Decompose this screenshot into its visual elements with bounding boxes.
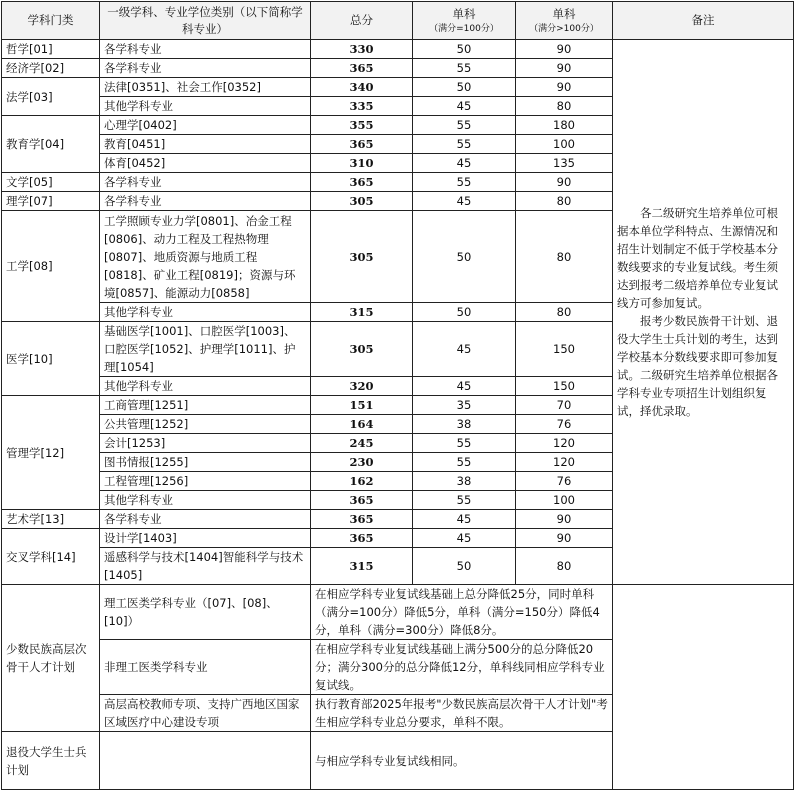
total-cell: 310 [311, 154, 413, 173]
single-100-cell: 55 [413, 135, 516, 154]
remarks-paragraph-2: 报考少数民族骨干计划、退役大学生士兵计划的考生，达到学校基本分数线要求即可参加复试。二级研究生培养单位根据各学科专业专项招生计划组织复试，择优录取。 [617, 314, 778, 418]
category-cell: 教育[0451] [100, 135, 311, 154]
discipline-cell: 交叉学科[14] [2, 529, 100, 585]
category-cell: 设计学[1403] [100, 529, 311, 548]
total-cell: 315 [311, 548, 413, 585]
total-cell: 365 [311, 510, 413, 529]
category-cell: 体育[0452] [100, 154, 311, 173]
minority-rule-stem: 在相应学科专业复试线基础上总分降低25分，同时单科（满分=100分）降低5分，单科（满分=150分）降低4分，单科（满分=300分）降低8分。 [311, 585, 613, 640]
single-100-cell: 45 [413, 192, 516, 211]
single-over-100-cell: 90 [516, 78, 613, 97]
minority-row [2, 585, 794, 640]
single-over-100-cell: 80 [516, 303, 613, 322]
discipline-cell: 艺术学[13] [2, 510, 100, 529]
total-cell: 305 [311, 211, 413, 303]
category-cell: 工程管理[1256] [100, 472, 311, 491]
single-over-100-cell: 80 [516, 97, 613, 116]
single-100-cell: 50 [413, 211, 516, 303]
minority-category-non-stem: 非理工医类学科专业 [100, 640, 311, 695]
remarks-paragraph-1: 各二级研究生培养单位可根据本单位学科特点、生源情况和招生计划制定不低于学校基本分数线要求的专业复试线。考生须达到报考二级培养单位专业复试线方可参加复试。 [617, 206, 778, 310]
single-over-100-cell: 80 [516, 192, 613, 211]
category-cell: 其他学科专业 [100, 97, 311, 116]
single-over-100-cell: 76 [516, 415, 613, 434]
category-cell: 法律[0351]、社会工作[0352] [100, 78, 311, 97]
discipline-cell: 哲学[01] [2, 40, 100, 59]
single-over-100-cell: 70 [516, 396, 613, 415]
single-100-cell: 45 [413, 322, 516, 377]
header-single-over-100 [516, 2, 613, 40]
single-over-100-cell: 90 [516, 59, 613, 78]
minority-plan-label: 少数民族高层次骨干人才计划 [2, 585, 100, 732]
minority-rule-non-stem: 在相应学科专业复试线基础上满分500分的总分降低20分；满分300分的总分降低12分，单科线同相应学科专业复试线。 [311, 640, 613, 695]
single-over-100-cell: 90 [516, 510, 613, 529]
total-cell: 365 [311, 491, 413, 510]
single-100-cell: 38 [413, 472, 516, 491]
header-single-100-label: 单科 [452, 6, 476, 21]
category-cell: 心理学[0402] [100, 116, 311, 135]
single-over-100-cell: 90 [516, 173, 613, 192]
total-cell: 365 [311, 135, 413, 154]
single-over-100-cell: 120 [516, 434, 613, 453]
table-row [2, 40, 794, 59]
header-single-100 [413, 2, 516, 40]
single-100-cell: 38 [413, 415, 516, 434]
total-cell: 365 [311, 529, 413, 548]
total-cell: 340 [311, 78, 413, 97]
category-cell: 其他学科专业 [100, 303, 311, 322]
category-cell: 图书情报[1255] [100, 453, 311, 472]
minority-category-stem: 理工医类学科专业（[07]、[08]、[10]） [100, 585, 311, 640]
header-single-over-100-label: 单科 [552, 6, 576, 21]
veteran-rule: 与相应学科专业复试线相同。 [311, 732, 613, 790]
single-over-100-cell: 150 [516, 322, 613, 377]
category-cell: 工商管理[1251] [100, 396, 311, 415]
total-cell: 335 [311, 97, 413, 116]
header-single-100-sub: （满分=100分） [429, 23, 499, 34]
category-cell: 各学科专业 [100, 173, 311, 192]
score-table [1, 1, 794, 790]
discipline-cell: 工学[08] [2, 211, 100, 322]
single-100-cell: 55 [413, 173, 516, 192]
discipline-cell: 理学[07] [2, 192, 100, 211]
discipline-cell: 经济学[02] [2, 59, 100, 78]
single-over-100-cell: 90 [516, 40, 613, 59]
single-100-cell: 45 [413, 377, 516, 396]
total-cell: 151 [311, 396, 413, 415]
single-100-cell: 45 [413, 97, 516, 116]
single-100-cell: 50 [413, 40, 516, 59]
category-cell: 遥感科学与技术[1404]智能科学与技术[1405] [100, 548, 311, 585]
category-cell: 公共管理[1252] [100, 415, 311, 434]
minority-category-special: 高层高校教师专项、支持广西地区国家区域医疗中心建设专项 [100, 695, 311, 732]
header-single-over-100-sub: （满分>100分） [529, 23, 599, 34]
minority-rule-special: 执行教育部2025年报考"少数民族高层次骨干人才计划"考生相应学科专业总分要求，单科不限。 [311, 695, 613, 732]
header-remarks: 备注 [613, 2, 794, 40]
single-100-cell: 55 [413, 453, 516, 472]
single-over-100-cell: 100 [516, 135, 613, 154]
single-100-cell: 45 [413, 154, 516, 173]
single-over-100-cell: 150 [516, 377, 613, 396]
single-100-cell: 55 [413, 59, 516, 78]
header-discipline: 学科门类 [2, 2, 100, 40]
category-cell: 各学科专业 [100, 192, 311, 211]
header-total: 总分 [311, 2, 413, 40]
discipline-cell: 文学[05] [2, 173, 100, 192]
single-over-100-cell: 80 [516, 548, 613, 585]
header-category: 一级学科、专业学位类别（以下简称学科专业） [100, 2, 311, 40]
single-100-cell: 55 [413, 116, 516, 135]
total-cell: 230 [311, 453, 413, 472]
total-cell: 305 [311, 322, 413, 377]
single-100-cell: 45 [413, 510, 516, 529]
category-cell: 基础医学[1001]、口腔医学[1003]、口腔医学[1052]、护理学[1011]、护理[1054] [100, 322, 311, 377]
single-over-100-cell: 80 [516, 211, 613, 303]
single-over-100-cell: 76 [516, 472, 613, 491]
single-over-100-cell: 120 [516, 453, 613, 472]
single-100-cell: 55 [413, 434, 516, 453]
total-cell: 162 [311, 472, 413, 491]
category-cell: 各学科专业 [100, 59, 311, 78]
total-cell: 245 [311, 434, 413, 453]
category-cell: 各学科专业 [100, 40, 311, 59]
category-cell: 其他学科专业 [100, 491, 311, 510]
total-cell: 315 [311, 303, 413, 322]
remarks-cell [613, 40, 794, 585]
category-cell: 会计[1253] [100, 434, 311, 453]
single-100-cell: 55 [413, 491, 516, 510]
single-100-cell: 35 [413, 396, 516, 415]
discipline-cell: 法学[03] [2, 78, 100, 116]
veteran-plan-label: 退役大学生士兵计划 [2, 732, 100, 790]
single-over-100-cell: 90 [516, 529, 613, 548]
total-cell: 365 [311, 59, 413, 78]
header-row [2, 2, 794, 40]
discipline-cell: 医学[10] [2, 322, 100, 396]
single-over-100-cell: 100 [516, 491, 613, 510]
remarks-empty-cell [613, 585, 794, 790]
category-cell: 各学科专业 [100, 510, 311, 529]
single-over-100-cell: 135 [516, 154, 613, 173]
total-cell: 164 [311, 415, 413, 434]
discipline-cell: 教育学[04] [2, 116, 100, 173]
total-cell: 365 [311, 173, 413, 192]
total-cell: 320 [311, 377, 413, 396]
category-cell: 工学照顾专业力学[0801]、冶金工程[0806]、动力工程及工程热物理[0807]、地质资源与地质工程[0818]、矿业工程[0819]；资源与环境[0857]、能源动力[0858] [100, 211, 311, 303]
total-cell: 355 [311, 116, 413, 135]
single-100-cell: 45 [413, 529, 516, 548]
single-100-cell: 50 [413, 303, 516, 322]
category-cell: 其他学科专业 [100, 377, 311, 396]
discipline-cell: 管理学[12] [2, 396, 100, 510]
veteran-empty-cell [100, 732, 311, 790]
single-over-100-cell: 180 [516, 116, 613, 135]
single-100-cell: 50 [413, 78, 516, 97]
total-cell: 305 [311, 192, 413, 211]
total-cell: 330 [311, 40, 413, 59]
single-100-cell: 50 [413, 548, 516, 585]
